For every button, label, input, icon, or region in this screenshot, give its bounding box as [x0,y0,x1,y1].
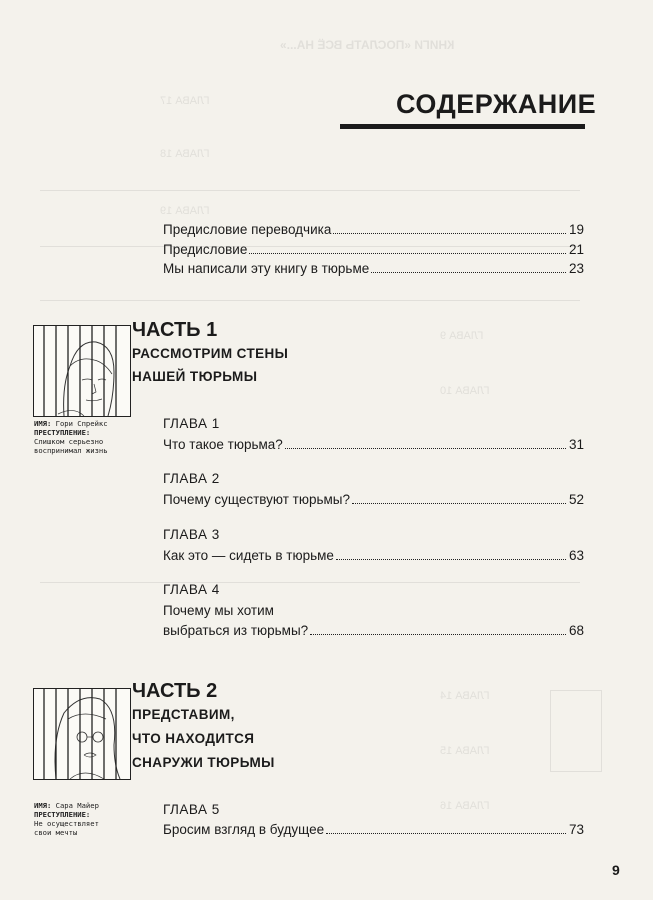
toc-entry-page: 21 [568,242,584,257]
toc-entry-chapter-5[interactable] [163,822,584,838]
toc-entry-page: 73 [568,822,584,837]
crime-text: воспринимал жизнь [34,446,108,455]
part-2-subtitle-line: ЧТО НАХОДИТСЯ [132,731,255,746]
toc-entry-page: 52 [568,492,584,507]
page-title: СОДЕРЖАНИЕ [396,89,597,119]
crime-text: Слишком серьезно [34,437,104,446]
chapter-5-label: ГЛАВА 5 [163,802,220,817]
toc-entry-chapter-2[interactable] [163,492,584,508]
bleed-through-text: ГЛАВА 14 [440,690,490,702]
toc-entry-title: Что такое тюрьма? [163,437,283,452]
name-label: ИМЯ: [34,801,52,810]
chapter-3-label: ГЛАВА 3 [163,527,220,542]
bleed-through-text: ГЛАВА 10 [440,385,490,397]
toc-entry-title: Предисловие [163,242,248,257]
bleed-through-line [40,300,580,301]
part-2-subtitle-line: ПРЕДСТАВИМ, [132,707,235,722]
part-1-title: ЧАСТЬ 1 [132,319,218,341]
prisoner-card-image [33,325,131,417]
toc-entry-page: 31 [568,437,584,452]
toc-entry-written-in-prison[interactable] [163,261,584,277]
bleed-through-text: ГЛАВА 9 [440,330,484,342]
chapter-2-label: ГЛАВА 2 [163,471,220,486]
bleed-through-text: ГЛАВА 16 [440,800,490,812]
dot-leader [249,253,566,254]
toc-entry-chapter-1[interactable] [163,437,584,453]
chapter-1-label: ГЛАВА 1 [163,416,220,431]
bleed-through-text: ГЛАВА 17 [160,95,210,107]
bleed-through-line [40,190,580,191]
toc-entry-page: 63 [568,548,584,563]
toc-entry-page: 23 [568,261,584,276]
toc-entry-preface[interactable] [163,242,584,258]
dot-leader [352,503,566,504]
title-underline [340,124,585,129]
chapter-4-title-line1: Почему мы хотим [163,603,274,618]
crime-label: ПРЕСТУПЛЕНИЕ: [34,810,91,819]
part-1-subtitle-line: РАССМОТРИМ СТЕНЫ [132,346,289,361]
bleed-through-text: ГЛАВА 19 [160,205,210,217]
crime-label: ПРЕСТУПЛЕНИЕ: [34,428,91,437]
prisoner-portrait-sketch [34,326,130,416]
toc-entry-title: Бросим взгляд в будущее [163,822,325,837]
toc-entry-title: выбраться из тюрьмы? [163,623,309,638]
dot-leader [333,233,566,234]
toc-entry-page: 19 [568,222,584,237]
part-1-subtitle-line: НАШЕЙ ТЮРЬМЫ [132,369,258,384]
chapter-4-label: ГЛАВА 4 [163,582,220,597]
prisoner-card-image [33,688,131,780]
bleed-through-text: ГЛАВА 15 [440,745,490,757]
crime-text: свои мечты [34,828,78,837]
toc-entry-title: Почему существуют тюрьмы? [163,492,351,507]
toc-entry-translator-preface[interactable] [163,222,584,238]
prisoner-portrait-sketch [34,689,130,779]
page-number: 9 [612,862,620,878]
part-2-title: ЧАСТЬ 2 [132,680,218,702]
toc-entry-title: Мы написали эту книгу в тюрьме [163,261,370,276]
prisoner-name: Сара Майер [55,801,99,810]
dot-leader [285,448,566,449]
toc-entry-title: Как это — сидеть в тюрьме [163,548,334,563]
bleed-through-text: ГЛАВА 18 [160,148,210,160]
toc-entry-chapter-3[interactable] [163,548,584,564]
name-label: ИМЯ: [34,419,52,428]
prisoner-name: Гори Спрейкс [55,419,108,428]
bleed-through-card [550,690,602,772]
dot-leader [326,833,566,834]
toc-entry-page: 68 [568,623,584,638]
toc-entry-chapter-4[interactable] [163,623,584,639]
toc-entry-title: Предисловие переводчика [163,222,332,237]
dot-leader [310,634,566,635]
part-2-subtitle-line: СНАРУЖИ ТЮРЬМЫ [132,755,275,770]
dot-leader [336,559,566,560]
dot-leader [371,272,566,273]
bleed-through-line [40,582,580,583]
bleed-through-text: КНИГИ «ПОСЛАТЬ ВСЁ НА...» [280,38,455,52]
crime-text: Не осуществляет [34,819,99,828]
